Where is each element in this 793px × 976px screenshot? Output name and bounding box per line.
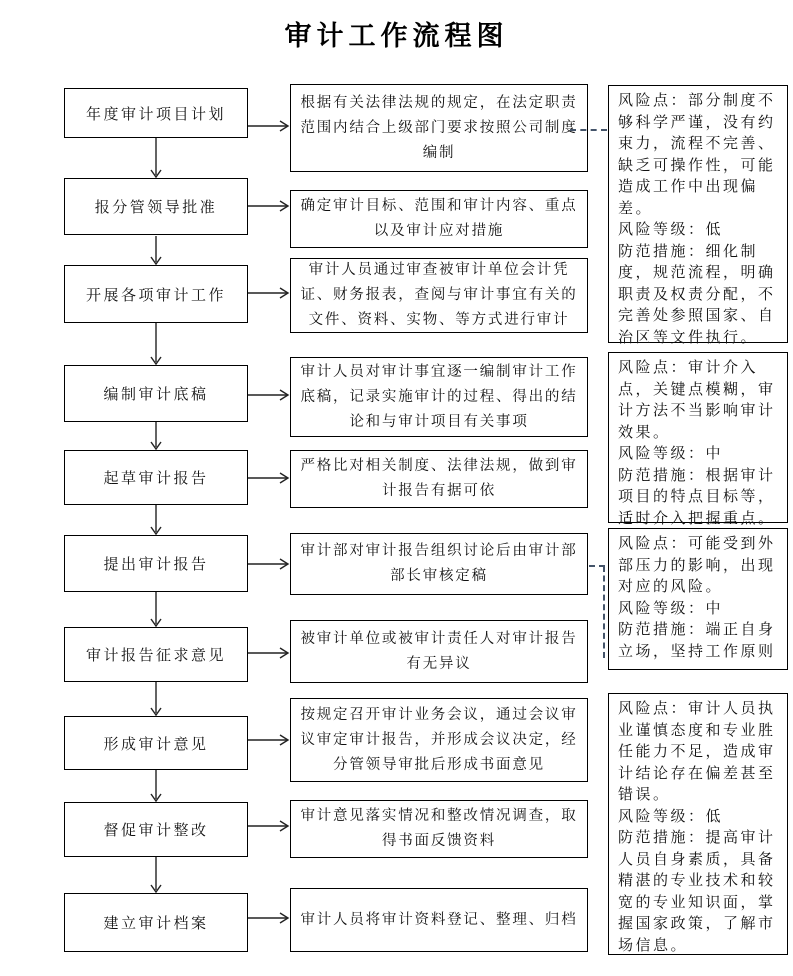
step-description: 审计人员通过审查被审计单位会计凭证、财务报表，查阅与审计事宜有关的文件、资料、实物、等方式进行审计	[300, 262, 578, 328]
page-title: 审计工作流程图	[284, 21, 509, 51]
risk-point: 风险点：部分制度不够科学严谨，没有约束力，流程不完善、缺乏可操作性，可能造成工作中出现偏差。	[618, 92, 776, 217]
risk-measures: 防范措施：根据审计项目的特点目标等，适时介入把握重点。	[618, 466, 776, 527]
down-arrow-icon	[149, 770, 163, 802]
step-description: 按规定召开审计业务会议，通过会议审议审定审计报告，并形成会议决定，经分管领导审批后形成书面意见	[300, 706, 578, 773]
step-box-draft-report	[64, 450, 248, 505]
step-label: 督促审计整改	[103, 822, 209, 839]
down-arrow-icon	[149, 505, 163, 535]
step-description: 审计人员将审计资料登记、整理、归档	[300, 911, 578, 928]
risk-measures: 防范措施：端正自身立场，坚持工作原则	[618, 621, 776, 660]
down-arrow-icon	[149, 857, 163, 893]
step-box-carry-out-audit	[64, 265, 248, 323]
step-description: 被审计单位或被审计责任人对审计报告有无异议	[300, 630, 578, 672]
step-description-box	[290, 800, 588, 858]
step-label: 起草审计报告	[103, 470, 209, 487]
step-label: 报分管领导批准	[94, 199, 218, 216]
right-arrow-icon	[248, 471, 290, 485]
risk-measures: 防范措施：提高审计人员自身素质，具备精湛的专业技术和较宽的专业知识面，掌握国家政策，了解市场信息。	[618, 829, 776, 954]
step-label: 提出审计报告	[103, 556, 209, 573]
step-description-box	[290, 533, 588, 595]
risk-level: 风险等级：低	[618, 221, 724, 238]
step-label: 形成审计意见	[103, 735, 209, 753]
step-label: 建立审计档案	[103, 915, 209, 932]
step-description: 根据有关法律法规的规定，在法定职责范围内结合上级部门要求按照公司制度编制	[300, 94, 578, 161]
step-description: 审计人员对审计事宜逐一编制审计工作底稿，记录实施审计的过程、得出的结论和与审计项目有关事项	[300, 363, 578, 430]
step-description: 确定审计目标、范围和审计内容、重点以及审计应对措施	[300, 198, 578, 239]
step-description-box	[290, 258, 588, 333]
risk-level: 风险等级：低	[618, 807, 724, 825]
step-description-box	[290, 84, 588, 172]
step-box-submit-report	[64, 535, 248, 592]
right-arrow-icon	[248, 819, 290, 833]
step-description-box	[290, 450, 588, 508]
risk-note-box	[608, 352, 788, 527]
step-box-build-archive	[64, 893, 248, 952]
risk-measures: 防范措施：细化制度，规范流程，明确职责及权责分配，不完善处参照国家、自治区等文件执行。	[618, 242, 776, 346]
step-description-box	[290, 888, 588, 952]
step-description: 严格比对相关制度、法律法规，做到审计报告有据可依	[300, 458, 578, 499]
risk-point: 风险点：可能受到外部压力的影响，出现对应的风险。	[618, 535, 776, 595]
risk-note-box	[608, 693, 788, 955]
down-arrow-icon	[149, 236, 163, 265]
step-description-box	[290, 620, 588, 683]
dotted-connector	[570, 129, 607, 131]
step-box-solicit-opinions	[64, 627, 248, 682]
right-arrow-icon	[248, 733, 290, 747]
right-arrow-icon	[248, 911, 290, 925]
step-label: 开展各项审计工作	[85, 286, 226, 304]
dotted-connector-vertical	[603, 566, 605, 658]
step-box-working-papers	[64, 365, 248, 422]
risk-note-box	[608, 528, 788, 670]
down-arrow-icon	[149, 422, 163, 450]
right-arrow-icon	[248, 119, 290, 133]
step-box-supervise-rectification	[64, 802, 248, 857]
step-description: 审计意见落实情况和整改情况调查，取得书面反馈资料	[300, 808, 578, 849]
step-label: 编制审计底稿	[103, 386, 209, 403]
step-description-box	[290, 698, 588, 782]
down-arrow-icon	[149, 682, 163, 716]
risk-level: 风险等级：中	[618, 599, 724, 617]
step-box-annual-plan	[64, 88, 248, 138]
risk-point: 风险点：审计人员执业谨慎态度和专业胜任能力不足，造成审计结论存在偏差甚至错误。	[618, 700, 776, 803]
right-arrow-icon	[248, 388, 290, 402]
step-label: 年度审计项目计划	[85, 105, 226, 123]
step-description-box	[290, 190, 588, 248]
risk-point: 风险点：审计介入点，关键点模糊，审计方法不当影响审计效果。	[618, 359, 776, 441]
down-arrow-icon	[149, 323, 163, 365]
right-arrow-icon	[248, 557, 290, 571]
right-arrow-icon	[248, 286, 290, 300]
down-arrow-icon	[149, 592, 163, 627]
right-arrow-icon	[248, 199, 290, 213]
step-label: 审计报告征求意见	[85, 647, 226, 664]
step-description-box	[290, 357, 588, 437]
risk-note-box	[608, 85, 788, 346]
down-arrow-icon	[149, 138, 163, 178]
step-box-leader-approval	[64, 178, 248, 235]
risk-level: 风险等级：中	[618, 445, 724, 462]
step-description: 审计部对审计报告组织讨论后由审计部部长审核定稿	[300, 543, 578, 584]
step-box-form-opinion	[64, 716, 248, 770]
right-arrow-icon	[248, 646, 290, 660]
